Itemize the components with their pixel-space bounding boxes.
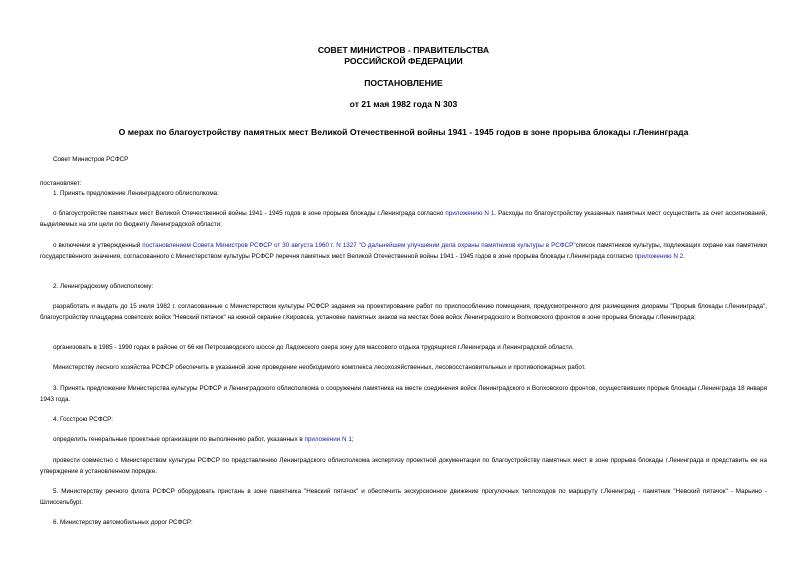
issuer-line-1: СОВЕТ МИНИСТРОВ - ПРАВИТЕЛЬСТВА — [317, 45, 490, 55]
paragraph-1: 1. Принять предложение Ленинградского облисполкома: — [53, 190, 219, 197]
appendix-2-link[interactable]: приложению N 2 — [634, 252, 684, 260]
paragraph-5: 5. Министерству речного флота РСФСР оборудовать пристань в зоне памятника "Невский пятачок" и обеспечить экскурсионное движение прогулочных теплоходов по маршруту г.Ленинград - памятник "Невский пятачок" - Марьино - Шлиссельбург. — [40, 488, 767, 506]
resolution-1327-link[interactable]: постановлением Совета Министров РСФСР от 30 августа 1960 г. N 1327 "О дальнейшем улучшении дела охраны памятников культуры в РСФСР" — [142, 242, 576, 249]
issuer-line-2: РОССИЙСКОЙ ФЕДЕРАЦИИ — [344, 56, 463, 66]
paragraph-4a-text: определить генеральные проектные организации по выполнению работ, указанных в — [53, 436, 305, 443]
paragraph-council: Совет Министров РСФСР — [53, 156, 129, 163]
paragraph-1b-text: о включении в утвержденный — [53, 242, 143, 249]
paragraph-3: 3. Принять предложение Министерства культуры РСФСР и Ленинградского облисполкома о сооружении памятника на месте соединения войск Ленинградского и Волховского фронтов, осуществивших прорыв блокады г.Ленинграда 18 января 1943 года. — [40, 385, 767, 403]
paragraph-4a — [40, 435, 767, 446]
appendix-1-link[interactable]: приложению N 1 — [445, 210, 495, 217]
paragraph-1b-text-mid: список памятников культуры, подлежащих охране как памятники государственного значения, согласованного с Министерством культуры РСФСР перечня памятных мест Великой Отечественной войны 1941 - 1945 годов в зоне прорыва блокады г.Ленинграда согласно — [40, 242, 767, 260]
document-subject: О мерах по благоустройству памятных мест Великой Отечественной войны 1941 - 1945 годов в зоне прорыва блокады г.Ленинграда — [118, 127, 689, 137]
paragraph-1b-text-end: . — [683, 252, 685, 260]
paragraph-6: 6. Министерству автомобильных дорог РСФСР: — [53, 519, 193, 526]
document-date-number: от 21 мая 1982 года N 303 — [349, 99, 458, 109]
paragraph-1b — [40, 241, 767, 262]
paragraph-2b: организовать в 1985 - 1990 годах в районе от 66 км Петрозаводского шоссе до Ладожского озера зону для массового отдыха трудящихся г.Ленинграда и Ленинградской области. — [53, 344, 574, 351]
paragraph-1a — [40, 209, 767, 230]
paragraph-4a-text-end: ; — [351, 436, 354, 443]
paragraph-decides: постановляет: — [40, 180, 82, 187]
paragraph-1a-text-end: . Расходы по благоустройству указанных памятных мест осуществить за счет ассигнований, выделяемых на эти цели по бюджету Ленинградской области; — [40, 210, 767, 228]
paragraph-1a-text: о благоустройстве памятных мест Великой Отечественной войны 1941 - 1945 годов в зоне прорыва блокады г.Ленинграда согласно — [53, 210, 446, 217]
document-type: ПОСТАНОВЛЕНИЕ — [364, 78, 443, 88]
paragraph-2a: разработать и выдать до 15 июля 1982 г. согласованные с Министерством культуры РСФСР задания на проектирование работ по приспособлению помещения, предусмотренного для размещения диорамы "Прорыв блокады г.Ленинграда", благоустройству плацдарма советских войск "Невский пятачок" на южной окраине г.Кировска, установке памятных знаков на местах боев войск Ленинградского и Волховского фронтов в зоне прорыва блокады г.Ленинграда; — [40, 303, 767, 321]
paragraph-2: 2. Ленинградскому облисполкому: — [53, 283, 154, 290]
paragraph-forestry: Министерству лесного хозяйства РСФСР обеспечить в указанной зоне проведение необходимого комплекса лесохозяйственных, лесовосстановительных и противопожарных работ. — [53, 364, 586, 371]
paragraph-4: 4. Госстрою РСФСР: — [53, 416, 113, 423]
paragraph-4b: провести совместно с Министерством культуры РСФСР по представлению Ленинградского облисполкома экспертизу проектной документации по благоустройству памятных мест в зоне прорыва блокады г.Ленинграда и представить ее на утверждение в установленном порядке. — [40, 457, 767, 475]
appendix-1-link-2[interactable]: приложении N 1 — [304, 436, 352, 443]
